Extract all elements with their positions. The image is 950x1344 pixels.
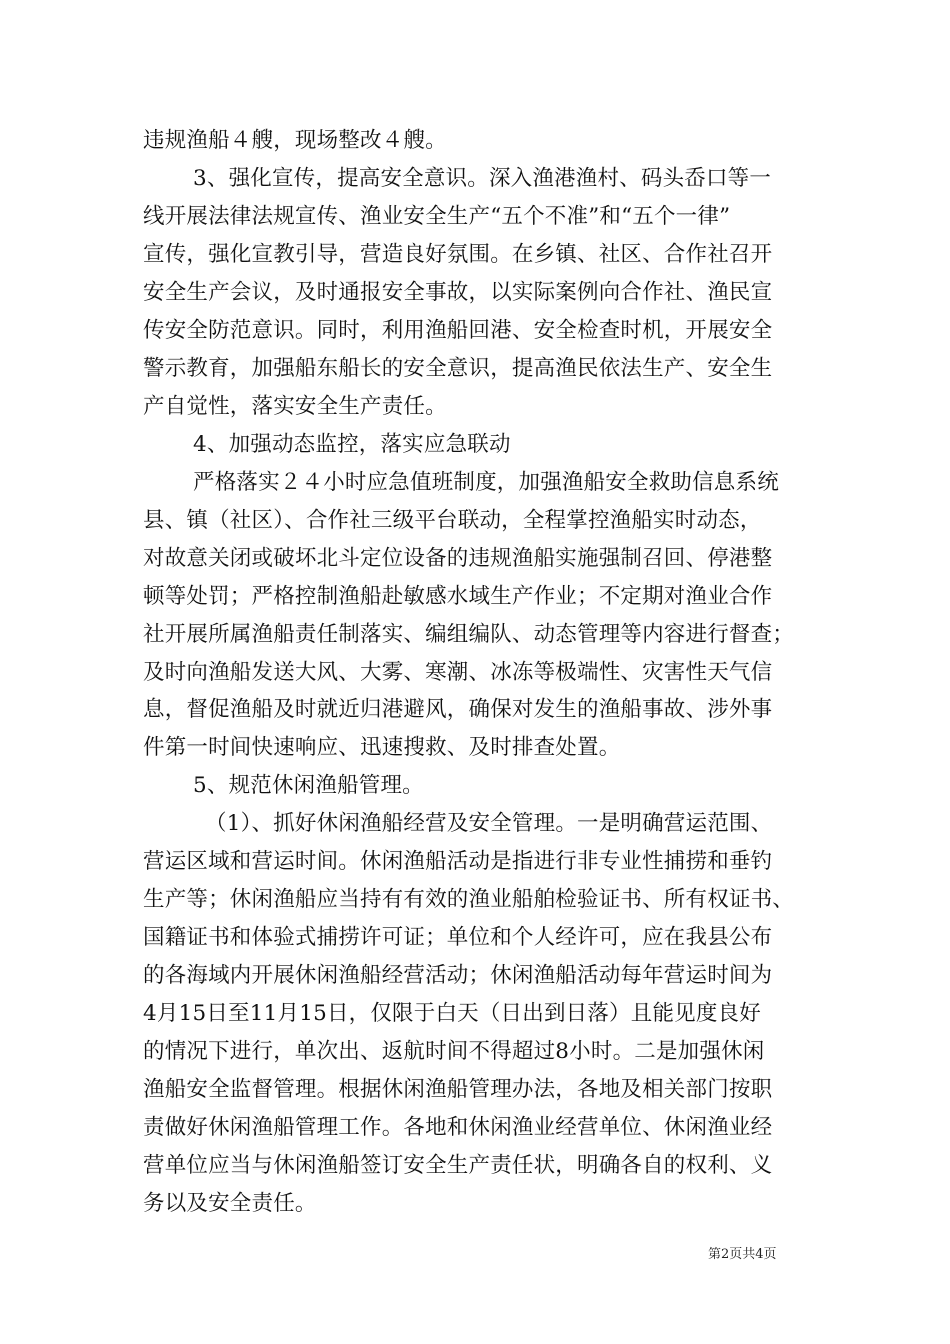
paragraph-line: 息，督促渔船及时就近归港避风，确保对发生的渔船事故、涉外事 [143, 697, 773, 723]
page-number-footer: 第2页共4页 [708, 1247, 777, 1262]
paragraph-line: 社开展所属渔船责任制落实、编组编队、动态管理等内容进行督查； [143, 621, 795, 647]
paragraph-line: 违规渔船４艘，现场整改４艘。 [143, 128, 447, 153]
paragraph-line: 传安全防范意识。同时，利用渔船回港、安全检查时机，开展安全 [143, 317, 773, 343]
paragraph-line: 顿等处罚；严格控制渔船赴敏感水域生产作业；不定期对渔业合作 [143, 583, 773, 609]
paragraph-line: 营运区域和营运时间。休闲渔船活动是指进行非专业性捕捞和垂钓 [143, 849, 773, 875]
paragraph-line: 警示教育，加强船东船长的安全意识，提高渔民依法生产、安全生 [143, 355, 773, 381]
paragraph-line: 件第一时间快速响应、迅速搜救、及时排查处置。 [143, 735, 621, 761]
paragraph-line: 务以及安全责任。 [143, 1191, 317, 1216]
paragraph-line: 县、镇（社区）、合作社三级平台联动，全程掌控渔船实时动态， [143, 507, 762, 533]
paragraph-line: 4月15日至11月15日，仅限于白天（日出到日落）且能见度良好 [143, 1001, 761, 1027]
paragraph-line: 的各海域内开展休闲渔船经营活动；休闲渔船活动每年营运时间为 [143, 963, 773, 989]
paragraph-line: 的情况下进行，单次出、返航时间不得超过8小时。二是加强休闲 [143, 1039, 765, 1065]
paragraph-line: 及时向渔船发送大风、大雾、寒潮、冰冻等极端性、灾害性天气信 [143, 659, 773, 685]
paragraph-line: 对故意关闭或破坏北斗定位设备的违规渔船实施强制召回、停港整 [143, 545, 773, 571]
paragraph-line: 渔船安全监督管理。根据休闲渔船管理办法，各地及相关部门按职 [143, 1077, 773, 1103]
paragraph-line: 国籍证书和体验式捕捞许可证；单位和个人经许可，应在我县公布 [143, 925, 773, 951]
paragraph-line: 严格落实２４小时应急值班制度，加强渔船安全救助信息系统 [193, 469, 779, 495]
section-heading: 5、规范休闲渔船管理。 [193, 773, 424, 799]
paragraph-line: 责做好休闲渔船管理工作。各地和休闲渔业经营单位、休闲渔业经 [143, 1115, 773, 1141]
paragraph-line: 线开展法律法规宣传、渔业安全生产“五个不准”和“五个一律” [143, 203, 731, 229]
paragraph-line: 宣传，强化宣教引导，营造良好氛围。在乡镇、社区、合作社召开 [143, 241, 773, 267]
paragraph-line: 安全生产会议，及时通报安全事故，以实际案例向合作社、渔民宣 [143, 279, 773, 305]
paragraph-line: 生产等；休闲渔船应当持有有效的渔业船舶检验证书、所有权证书、 [143, 887, 795, 913]
paragraph-line: 产自觉性，落实安全生产责任。 [143, 393, 447, 419]
paragraph-line: 3、强化宣传，提高安全意识。深入渔港渔村、码头岙口等一 [193, 165, 772, 191]
paragraph-line: （1）、抓好休闲渔船经营及安全管理。一是明确营运范围、 [205, 811, 773, 837]
paragraph-line: 营单位应当与休闲渔船签订安全生产责任状，明确各自的权利、义 [143, 1153, 773, 1179]
section-heading: 4、加强动态监控，落实应急联动 [193, 431, 511, 457]
